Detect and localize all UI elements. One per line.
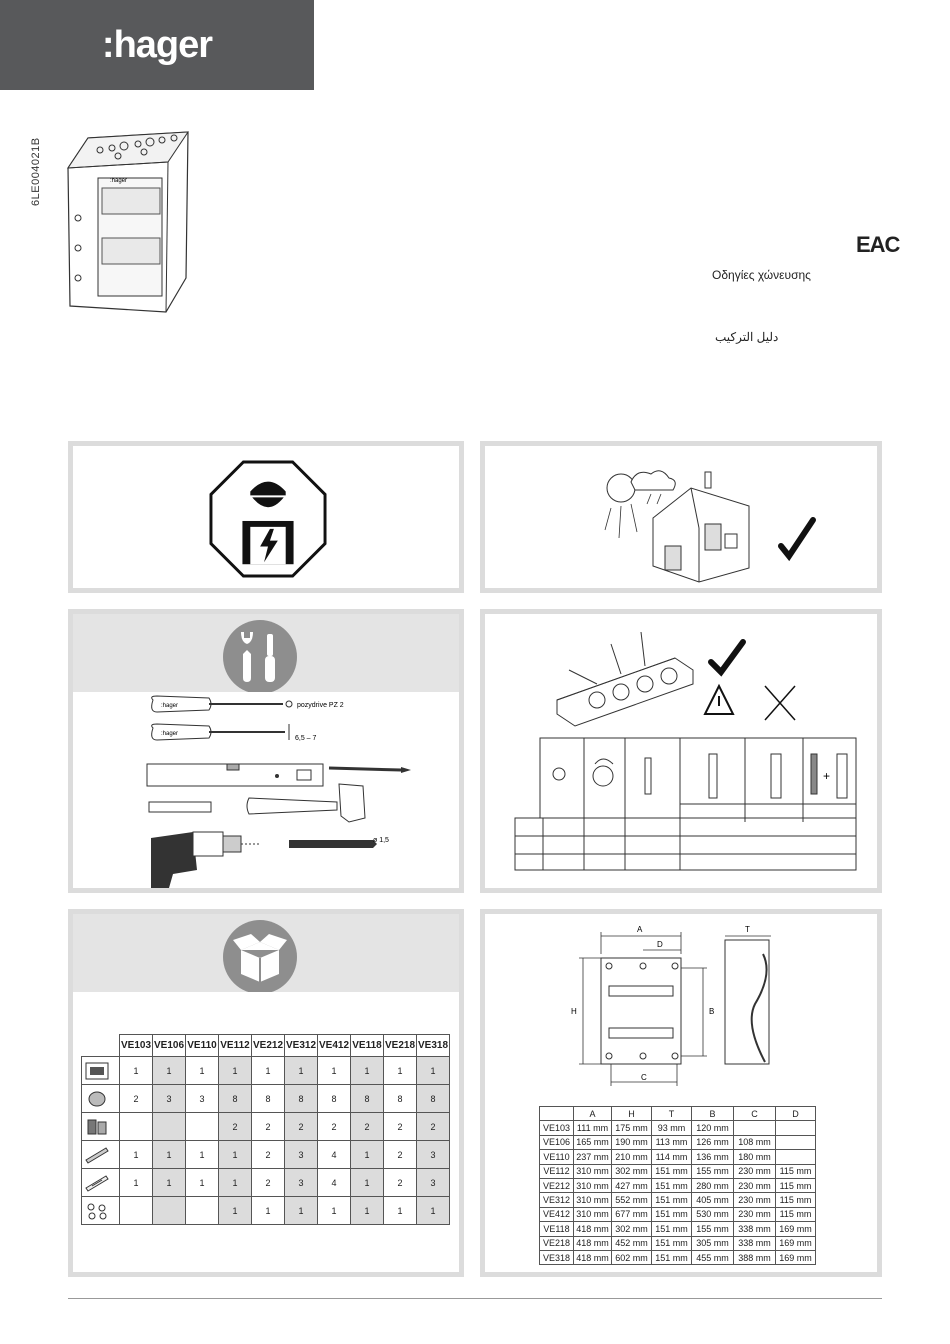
contents-cell	[153, 1197, 186, 1225]
dimensions-model: VE212	[540, 1178, 574, 1192]
dimensions-cell	[776, 1121, 816, 1135]
contents-cell	[186, 1113, 219, 1141]
contents-cell: 1	[219, 1057, 252, 1085]
dim-label-t: T	[745, 925, 750, 934]
dimensions-row	[540, 1164, 816, 1178]
svg-text::hager: :hager	[161, 731, 179, 737]
contents-cell: 3	[417, 1169, 450, 1197]
dimensions-cell: 418 mm	[574, 1250, 612, 1264]
svg-text::hager: :hager	[110, 178, 128, 184]
package-contents-panel	[68, 909, 464, 1277]
dimensions-cell: 455 mm	[692, 1250, 734, 1264]
dimensions-cell: 115 mm	[776, 1207, 816, 1221]
contents-cell: 1	[153, 1057, 186, 1085]
dimensions-header: C	[734, 1107, 776, 1121]
dimensions-row	[540, 1193, 816, 1207]
dimensions-cell: 310 mm	[574, 1178, 612, 1192]
contents-cell: 1	[219, 1141, 252, 1169]
dimensions-cell: 93 mm	[652, 1121, 692, 1135]
dim-label-a: A	[637, 925, 643, 934]
dimensions-cell: 427 mm	[612, 1178, 652, 1192]
dimensions-header: H	[612, 1107, 652, 1121]
dimensions-cell: 210 mm	[612, 1150, 652, 1164]
contents-cell: 1	[219, 1197, 252, 1225]
dimensions-cell: 115 mm	[776, 1178, 816, 1192]
indoor-use-panel	[480, 441, 882, 593]
dimensions-row	[540, 1222, 816, 1236]
contents-cell: 1	[318, 1057, 351, 1085]
contents-icon-header	[82, 1035, 120, 1057]
dimensions-cell: 280 mm	[692, 1178, 734, 1192]
contents-cell: 1	[186, 1141, 219, 1169]
dimensions-model: VE112	[540, 1164, 574, 1178]
contents-cell: 1	[351, 1057, 384, 1085]
screwdriver1-label: pozydrive PZ 2	[297, 702, 344, 709]
dimensions-cell: 418 mm	[574, 1236, 612, 1250]
dimensions-cell: 151 mm	[652, 1207, 692, 1221]
dimensions-cell: 115 mm	[776, 1164, 816, 1178]
dimensions-row	[540, 1207, 816, 1221]
contents-cell: 2	[252, 1141, 285, 1169]
contents-header: VE218	[384, 1035, 417, 1057]
contents-cell: 1	[318, 1197, 351, 1225]
brand-header	[0, 0, 314, 90]
contents-cell: 2	[384, 1169, 417, 1197]
dimensions-model: VE118	[540, 1222, 574, 1236]
arabic-title: دليل التركيب	[715, 330, 779, 344]
dimensions-cell: 151 mm	[652, 1250, 692, 1264]
dimensions-cell: 338 mm	[734, 1236, 776, 1250]
dimensions-model: VE312	[540, 1193, 574, 1207]
dimensions-cell: 126 mm	[692, 1135, 734, 1149]
contents-cell: 8	[351, 1085, 384, 1113]
contents-cell: 1	[153, 1169, 186, 1197]
dimensions-cell: 230 mm	[734, 1193, 776, 1207]
tools-drawing	[73, 692, 459, 888]
dimensions-cell: 190 mm	[612, 1135, 652, 1149]
contents-cell: 1	[285, 1057, 318, 1085]
contents-cell: 2	[384, 1141, 417, 1169]
contents-row	[82, 1113, 450, 1141]
dimensions-header: B	[692, 1107, 734, 1121]
dimensions-cell: 113 mm	[652, 1135, 692, 1149]
contents-row	[82, 1085, 450, 1113]
dimensions-cell: 302 mm	[612, 1164, 652, 1178]
dimensions-model: VE106	[540, 1135, 574, 1149]
dimensions-row	[540, 1150, 816, 1164]
dimensions-cell: 114 mm	[652, 1150, 692, 1164]
dimensions-cell: 120 mm	[692, 1121, 734, 1135]
contents-cell: 8	[219, 1085, 252, 1113]
dimensions-cell: 108 mm	[734, 1135, 776, 1149]
dimensions-header: D	[776, 1107, 816, 1121]
dimensions-cell: 169 mm	[776, 1250, 816, 1264]
dim-label-b: B	[709, 1007, 715, 1016]
dimensions-cell	[734, 1121, 776, 1135]
contents-row	[82, 1197, 450, 1225]
drill-bit-label: ø 1,5	[373, 837, 389, 844]
dim-label-h: H	[571, 1007, 577, 1016]
contents-cell: 2	[384, 1113, 417, 1141]
contents-header: VE318	[417, 1035, 450, 1057]
dimensions-cell: 530 mm	[692, 1207, 734, 1221]
dimensions-cell: 111 mm	[574, 1121, 612, 1135]
dimensions-model: VE412	[540, 1207, 574, 1221]
contents-cell: 1	[120, 1057, 153, 1085]
dimensions-cell: 305 mm	[692, 1236, 734, 1250]
contents-cell: 1	[417, 1197, 450, 1225]
terminal-panel	[480, 609, 882, 893]
dimensions-cell: 151 mm	[652, 1222, 692, 1236]
dimensions-cell: 310 mm	[574, 1193, 612, 1207]
dimensions-cell: 230 mm	[734, 1207, 776, 1221]
contents-row	[82, 1141, 450, 1169]
dimensions-model: VE318	[540, 1250, 574, 1264]
contents-cell: 1	[120, 1141, 153, 1169]
svg-text:+: +	[823, 769, 831, 783]
dim-label-c: C	[641, 1073, 647, 1082]
contents-cell: 8	[285, 1085, 318, 1113]
dimensions-cell: 418 mm	[574, 1222, 612, 1236]
contents-header: VE412	[318, 1035, 351, 1057]
dimensions-row	[540, 1178, 816, 1192]
dimensions-cell: 155 mm	[692, 1164, 734, 1178]
dimensions-model: VE110	[540, 1150, 574, 1164]
contents-header: VE110	[186, 1035, 219, 1057]
contents-cell: 2	[285, 1113, 318, 1141]
contents-cell: 1	[252, 1197, 285, 1225]
greek-title: Οδηγίες χώνευσης	[712, 268, 811, 282]
contents-header: VE312	[285, 1035, 318, 1057]
contents-cell: 3	[186, 1085, 219, 1113]
dimensions-cell: 230 mm	[734, 1178, 776, 1192]
contents-cell: 8	[318, 1085, 351, 1113]
contents-cell: 8	[417, 1085, 450, 1113]
contents-cell	[186, 1197, 219, 1225]
dimensions-cell: 180 mm	[734, 1150, 776, 1164]
contents-cell: 3	[153, 1085, 186, 1113]
dimensions-model: VE103	[540, 1121, 574, 1135]
contents-cell: 2	[252, 1113, 285, 1141]
contents-cell: 8	[384, 1085, 417, 1113]
tools-icon	[223, 620, 297, 694]
dim-label-d: D	[657, 940, 663, 949]
dimensions-cell: 151 mm	[652, 1193, 692, 1207]
eac-conformity-mark: EAC	[856, 232, 900, 257]
contents-cell: 1	[351, 1169, 384, 1197]
contents-cell: 2	[219, 1113, 252, 1141]
contents-cell: 1	[186, 1057, 219, 1085]
contents-cell: 2	[120, 1085, 153, 1113]
dimensions-header: A	[574, 1107, 612, 1121]
screwdriver2-label: 6,5 – 7	[295, 735, 317, 742]
contents-row	[82, 1169, 450, 1197]
dimensions-cell: 175 mm	[612, 1121, 652, 1135]
contents-cell: 1	[351, 1197, 384, 1225]
electrician-panel	[68, 441, 464, 593]
dimensions-panel	[480, 909, 882, 1277]
dimensions-header	[540, 1107, 574, 1121]
contents-cell: 4	[318, 1169, 351, 1197]
dimensions-cell: 155 mm	[692, 1222, 734, 1236]
hager-logo: :hager	[101, 23, 213, 66]
dimensions-row	[540, 1135, 816, 1149]
cap-icon	[82, 1085, 120, 1113]
dimensions-cell: 302 mm	[612, 1222, 652, 1236]
dimensions-cell: 169 mm	[776, 1236, 816, 1250]
dimensions-table	[539, 1106, 816, 1265]
dimensions-cell: 310 mm	[574, 1164, 612, 1178]
dimensions-cell: 388 mm	[734, 1250, 776, 1264]
contents-cell: 1	[417, 1057, 450, 1085]
dimensions-model: VE218	[540, 1236, 574, 1250]
contents-header: VE118	[351, 1035, 384, 1057]
contents-cell: 1	[351, 1141, 384, 1169]
contents-cell	[153, 1113, 186, 1141]
dimensions-header: T	[652, 1107, 692, 1121]
dimensions-cell: 338 mm	[734, 1222, 776, 1236]
svg-text::hager: :hager	[161, 703, 179, 709]
contents-cell: 1	[186, 1169, 219, 1197]
contents-cell: 1	[120, 1169, 153, 1197]
dimensions-cell: 230 mm	[734, 1164, 776, 1178]
box-icon	[223, 920, 297, 994]
bracket-icon	[82, 1113, 120, 1141]
label-strip-icon	[82, 1169, 120, 1197]
terminal-drawing	[485, 614, 877, 888]
contents-cell: 1	[219, 1169, 252, 1197]
enclosure-product-image	[58, 128, 196, 316]
strip-icon	[82, 1141, 120, 1169]
contents-table	[81, 1034, 450, 1225]
dimensions-cell: 151 mm	[652, 1164, 692, 1178]
dimensions-cell: 237 mm	[574, 1150, 612, 1164]
contents-cell	[120, 1197, 153, 1225]
contents-cell: 1	[153, 1141, 186, 1169]
tools-panel	[68, 609, 464, 893]
dimension-drawing	[485, 914, 877, 1094]
dimensions-cell: 151 mm	[652, 1178, 692, 1192]
footer-divider	[68, 1298, 882, 1299]
contents-header: VE112	[219, 1035, 252, 1057]
dimensions-cell: 602 mm	[612, 1250, 652, 1264]
dimensions-cell: 165 mm	[574, 1135, 612, 1149]
document-code: 6LE004021B	[30, 137, 42, 206]
contents-cell: 3	[417, 1141, 450, 1169]
electrician-icon	[209, 460, 327, 578]
contents-cell: 2	[318, 1113, 351, 1141]
contents-cell: 1	[285, 1197, 318, 1225]
contents-cell: 2	[417, 1113, 450, 1141]
contents-cell: 2	[252, 1169, 285, 1197]
dimensions-cell: 115 mm	[776, 1193, 816, 1207]
contents-header: VE106	[153, 1035, 186, 1057]
dimensions-row	[540, 1250, 816, 1264]
dimensions-cell: 552 mm	[612, 1193, 652, 1207]
dimensions-cell: 169 mm	[776, 1222, 816, 1236]
contents-cell: 4	[318, 1141, 351, 1169]
contents-cell: 2	[351, 1113, 384, 1141]
enclosure-icon	[82, 1057, 120, 1085]
dimensions-row	[540, 1121, 816, 1135]
dimensions-cell: 452 mm	[612, 1236, 652, 1250]
contents-cell: 1	[252, 1057, 285, 1085]
dimensions-cell	[776, 1135, 816, 1149]
contents-cell: 3	[285, 1169, 318, 1197]
indoor-house-icon	[581, 458, 841, 588]
dimensions-row	[540, 1236, 816, 1250]
contents-cell: 1	[384, 1057, 417, 1085]
dimensions-cell: 151 mm	[652, 1236, 692, 1250]
contents-header: VE212	[252, 1035, 285, 1057]
contents-cell: 3	[285, 1141, 318, 1169]
dimensions-cell: 310 mm	[574, 1207, 612, 1221]
contents-cell	[120, 1113, 153, 1141]
dimensions-cell: 136 mm	[692, 1150, 734, 1164]
dimensions-cell: 405 mm	[692, 1193, 734, 1207]
dimensions-cell	[776, 1150, 816, 1164]
contents-header: VE103	[120, 1035, 153, 1057]
contents-row	[82, 1057, 450, 1085]
screws-icon	[82, 1197, 120, 1225]
contents-cell: 8	[252, 1085, 285, 1113]
contents-cell: 1	[384, 1197, 417, 1225]
dimensions-cell: 677 mm	[612, 1207, 652, 1221]
